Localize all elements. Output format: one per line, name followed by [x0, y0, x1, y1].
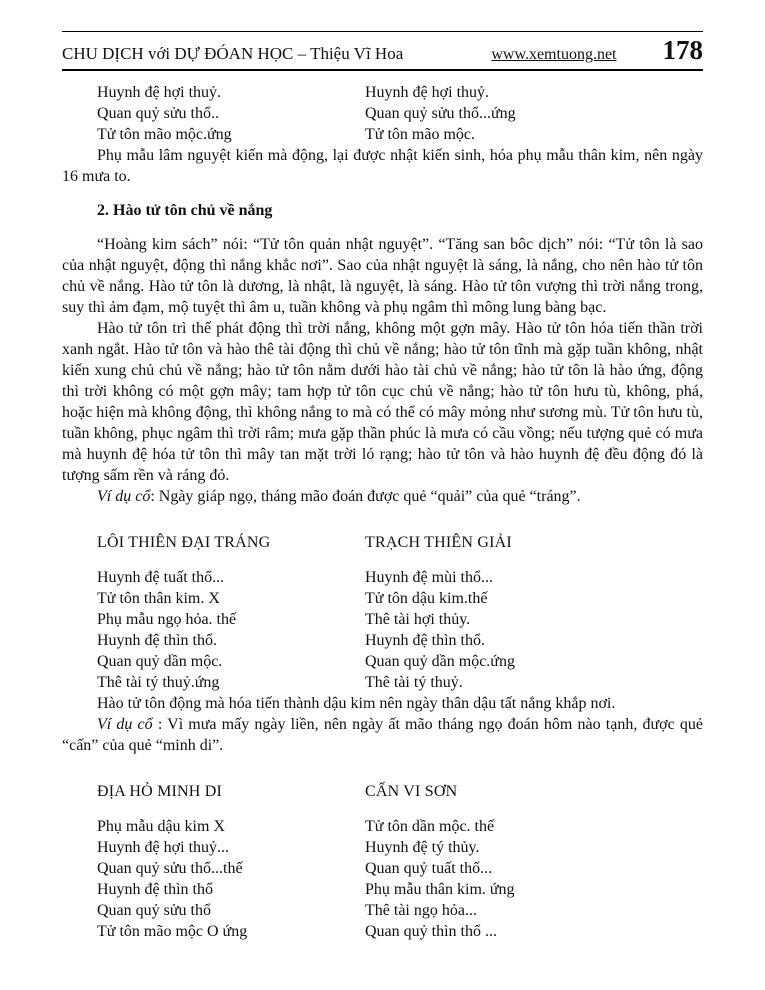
- intro-right-column: [365, 82, 703, 145]
- hexagram-line: Huynh đệ hợi thuỷ.: [97, 84, 222, 101]
- hexagram-title: TRẠCH THIÊN GIẢI: [365, 534, 512, 551]
- hexagram-line: Quan quỷ dần mộc.: [97, 653, 223, 670]
- hexagram-line: Huynh đệ tý thủy.: [365, 839, 480, 856]
- hexagram-line: Quan quỷ sửu thổ: [97, 902, 211, 919]
- hexagram-line: Quan quỷ sửu thổ...thế: [97, 860, 243, 877]
- table1-result-paragraph: Hào tử tôn động mà hóa tiến thành dậu kim nên ngày thân dậu tất nắng khắp nơi.: [97, 695, 616, 712]
- hexagram-line: Quan quỷ dần mộc.ứng: [365, 653, 515, 670]
- hexagram-title: ĐỊA HỎ MINH DI: [97, 783, 223, 800]
- page-content: [62, 71, 703, 942]
- hexagram-line: Tử tôn dậu kim.thế: [365, 590, 488, 607]
- hexagram-title: LÔI THIÊN ĐẠI TRÁNG: [97, 534, 271, 551]
- hexagram-line: Quan quỷ thìn thổ ...: [365, 923, 497, 940]
- hexagram-line: Thê tài tý thuỷ.ứng: [97, 674, 220, 691]
- intro-hexagram-table: [62, 82, 703, 145]
- paragraph-rules: Hào tử tôn trì thế phát động thì trời nắng, không một gợn mây. Hào tử tôn hóa tiến thần trời xanh ngắt. Hào tử tôn và hào thê tài động thì chủ về nắng; hào tử tôn tĩnh mà gặp tuần không, nhật kiến xung chủ chủ về nắng; hào tử tôn nằm dưới hào tài chủ về nắng; hào tử tôn là hào ứng, động thì trời không có một gợn mây; tam hợp tử tôn cục chủ về nắng; hào tử tôn hưu tù, không, phá, hoặc hiện mà không động, thì không nắng to mà có thể có mây mỏng như sương mù. Tử tôn hưu tù, tuần không, phục ngâm thì trời râm; mưa gặp thần phúc là mưa có cầu vồng; nếu tượng quẻ có mưa mà huynh đệ hóa tử tôn thì mây tan mặt trời ló rạng; hào tử tôn và hào huynh đệ đều động đó là tượng sấm rền và ráng đỏ.: [62, 320, 703, 484]
- hexagram-line: Tử tôn mão mộc.: [365, 126, 475, 143]
- hexagram-table-2: [62, 781, 703, 942]
- hexagram-line: Thê tài tý thuỷ.: [365, 674, 463, 691]
- hexagram-line: Tử tôn dần mộc. thế: [365, 818, 495, 835]
- page-header: [62, 32, 703, 69]
- hexagram-line: Quan quỷ sửu thổ..: [97, 105, 219, 122]
- example-2-text: : Vì mưa mấy ngày liền, nên ngày ất mão tháng ngọ đoán hôm nào tạnh, được quẻ “cấn” của quẻ “minh di”.: [62, 716, 703, 754]
- hexagram-line: Thê tài ngọ hỏa...: [365, 902, 477, 919]
- hexagram-title: CẤN VI SƠN: [365, 783, 458, 800]
- hexagram-line: Quan quỷ sửu thổ...ứng: [365, 105, 516, 122]
- hexagram-line: Quan quỷ tuất thổ...: [365, 860, 493, 877]
- hexagram-line: Tử tôn mão mộc.ứng: [97, 126, 232, 143]
- hexagram-line: Huynh đệ hợi thuỷ...: [97, 839, 230, 856]
- hexagram-line: Huynh đệ hợi thuỷ.: [365, 84, 490, 101]
- hexagram-line: Tử tôn thân kim. X: [97, 590, 220, 607]
- hexagram-line: Huynh đệ thìn thổ.: [97, 632, 217, 649]
- paragraph-quotes: “Hoàng kim sách” nói: “Tử tôn quản nhật nguyệt”. “Tăng san bôc dịch” nói: “Tử tôn là sao của nhật nguyệt, động thì nắng khắc nơi”. Sao của nhật nguyệt là sáng, là nắng, cho nên hào tử tôn chủ về nắng. Hào tử tôn là dương, là nhật, là nguyệt, là sáng. Hào tử tôn vượng thì trời nắng trong, suy thì ảm đạm, mộ tuyệt thì âm u, tuần không và phụ ngâm thì mông lung bàng bạc.: [62, 236, 703, 316]
- section-heading: 2. Hào tử tôn chủ về nắng: [97, 202, 273, 219]
- table2-right-column: [365, 781, 703, 942]
- hexagram-line: Phụ mẫu ngọ hỏa. thế: [97, 611, 237, 628]
- hexagram-line: Huynh đệ tuất thổ...: [97, 569, 225, 586]
- example-paragraph-2: [62, 714, 703, 756]
- intro-left-column: [97, 82, 365, 145]
- hexagram-line: Phụ mẫu thân kim. ứng: [365, 881, 515, 898]
- hexagram-line: Huynh đệ mùi thổ...: [365, 569, 493, 586]
- hexagram-line: Thê tài hợi thủy.: [365, 611, 471, 628]
- website-url-link[interactable]: www.xemtuong.net: [491, 46, 617, 63]
- hexagram-line: Huynh đệ thìn thổ.: [365, 632, 485, 649]
- table1-left-column: [97, 532, 365, 693]
- continuation-paragraph: Phụ mẫu lâm nguyệt kiến mà động, lại được nhật kiến sinh, hóa phụ mẫu thân kim, nên ngày 16 mưa to.: [62, 147, 703, 185]
- table2-left-column: [97, 781, 365, 942]
- hexagram-line: Tử tôn mão mộc O ứng: [97, 923, 248, 940]
- hexagram-table-1: [62, 532, 703, 693]
- book-title: CHU DỊCH với DỰ ĐÓAN HỌC – Thiệu Vĩ Hoa: [62, 44, 404, 63]
- example-2-lead: Ví dụ cổ: [97, 716, 158, 733]
- example-paragraph-1: [62, 486, 703, 507]
- example-1-lead: Ví dụ cổ: [97, 488, 151, 505]
- page-number: 178: [662, 35, 703, 65]
- table1-right-column: [365, 532, 703, 693]
- hexagram-line: Huynh đệ thìn thổ: [97, 881, 213, 898]
- example-1-text: : Ngày giáp ngọ, tháng mão đoán được quẻ “quải” của quẻ “tráng”.: [150, 488, 581, 505]
- hexagram-line: Phụ mẫu dậu kim X: [97, 818, 225, 835]
